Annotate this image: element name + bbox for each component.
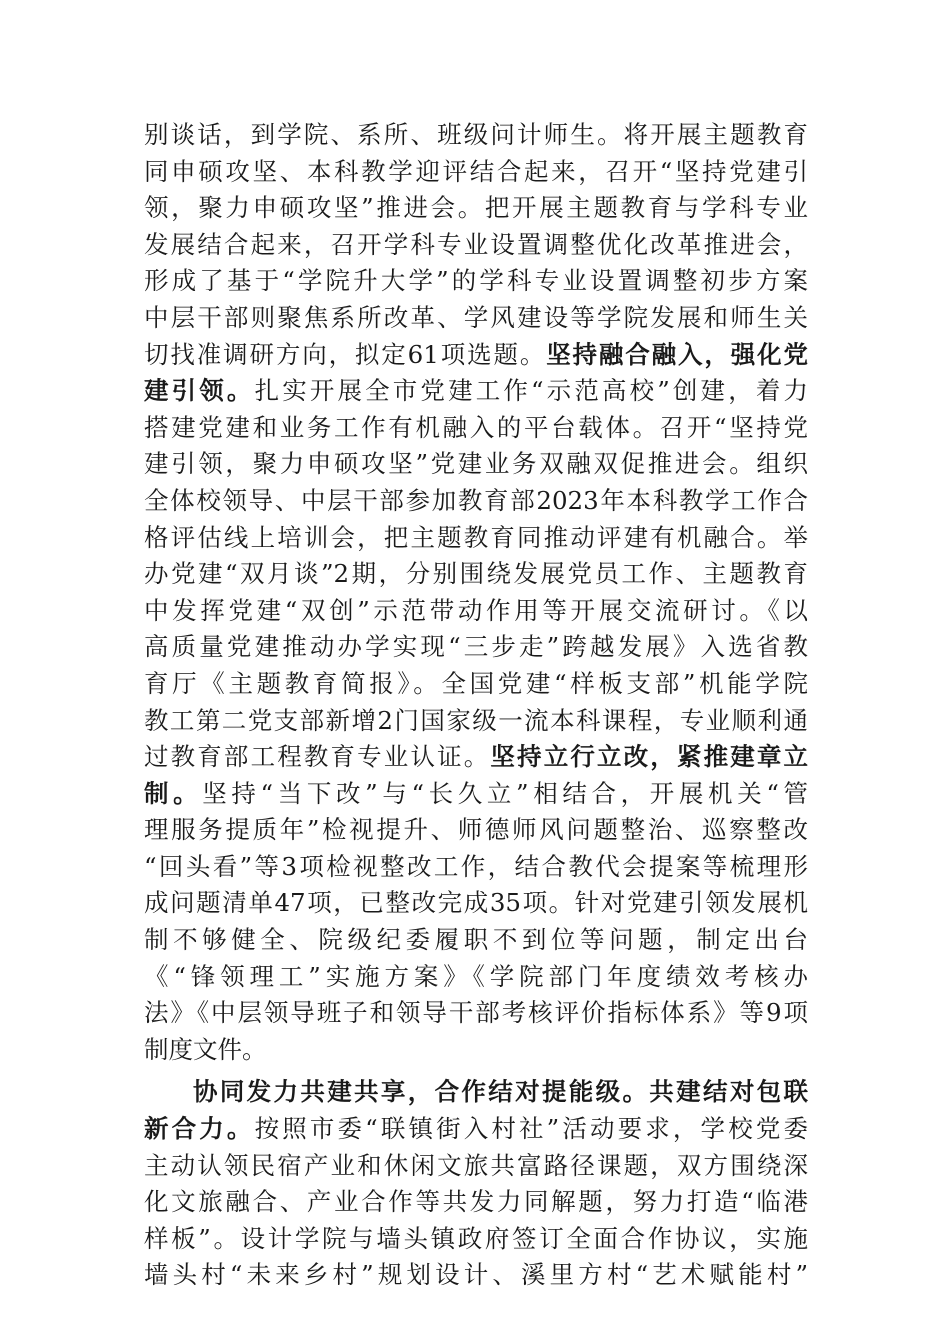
body-text: 切找准调研方向，拟定61项选题。 [144, 339, 547, 369]
body-text: 办党建“双月谈”2期，分别围绕发展党员工作、主题教育 [144, 559, 808, 589]
body-text: 坚持“当下改”与“长久立”相结合，开展机关“管 [202, 778, 808, 808]
text-line [144, 520, 808, 557]
body-text: 建引领，聚力申硕攻坚”党建业务双融双促推进会。组织 [144, 449, 808, 479]
text-line [144, 922, 808, 959]
text-line [144, 776, 808, 813]
body-text: 成问题清单47项，已整改完成35项。针对党建引领发展机 [144, 888, 808, 918]
text-line [144, 1111, 808, 1148]
body-text: 别谈话，到学院、系所、班级问计师生。将开展主题教育 [144, 120, 808, 149]
bold-heading-text: 建引领。 [144, 376, 255, 406]
text-line [144, 117, 808, 154]
text-line [144, 629, 808, 666]
body-text: 领，聚力申硕攻坚”推进会。把开展主题教育与学科专业 [144, 193, 808, 223]
body-text: 扎实开展全市党建工作“示范高校”创建，着力 [254, 376, 808, 406]
bold-heading-text: 坚持立行立改，紧推建章立 [490, 742, 809, 772]
text-line [144, 995, 808, 1032]
bold-heading-text: 新合力。 [144, 1114, 255, 1144]
text-line [144, 1148, 808, 1185]
body-text: 法》《中层领导班子和领导干部考核评价指标体系》等9项 [144, 998, 808, 1028]
text-line [144, 959, 808, 996]
text-line [144, 373, 808, 410]
body-text: 发展结合起来，召开学科专业设置调整优化改革推进会， [144, 229, 808, 259]
body-text: 格评估线上培训会，把主题教育同推动评建有机融合。举 [144, 522, 808, 552]
body-text: 按照市委“联镇街入村社”活动要求，学校党委 [254, 1114, 808, 1144]
text-line [144, 410, 808, 447]
text-line [144, 483, 808, 520]
document-body [144, 117, 808, 1294]
body-text: 中发挥党建“双创”示范带动作用等开展交流研讨。《以 [144, 595, 808, 625]
body-text: 理服务提质年”检视提升、师德师风问题整治、巡察整改 [144, 815, 808, 845]
body-text: 制度文件。 [144, 1034, 267, 1064]
body-text: 样板”。设计学院与墙头镇政府签订全面合作协议，实施 [144, 1223, 808, 1253]
body-text: 高质量党建推动办学实现“三步走”跨越发展》入选省教 [144, 632, 808, 662]
text-line [144, 300, 808, 337]
body-text: 育厅《主题教育简报》。全国党建“样板支部”机能学院 [144, 668, 808, 698]
body-text: 《“锋领理工”实施方案》《学院部门年度绩效考核办 [144, 961, 808, 991]
text-line [144, 703, 808, 740]
body-text: 制不够健全、院级纪委履职不到位等问题，制定出台 [144, 925, 808, 955]
body-text: 同申硕攻坚、本科教学迎评结合起来，召开“坚持党建引 [144, 156, 808, 186]
body-text: 主动认领民宿产业和休闲文旅共富路径课题，双方围绕深 [144, 1150, 808, 1180]
text-line [144, 593, 808, 630]
text-line [144, 337, 808, 374]
body-text: 全体校领导、中层干部参加教育部2023年本科教学工作合 [144, 485, 808, 515]
body-text: 搭建党建和业务工作有机融入的平台载体。召开“坚持党 [144, 412, 808, 442]
text-line [144, 227, 808, 264]
paragraph-2 [144, 1074, 808, 1294]
text-line [144, 190, 808, 227]
bold-heading-text: 制。 [144, 778, 203, 808]
body-text: 中层干部则聚焦系所改革、学风建设等学院发展和师生关 [144, 302, 808, 332]
text-line [144, 885, 808, 922]
body-text: 形成了基于“学院升大学”的学科专业设置调整初步方案 [144, 266, 808, 296]
text-line [144, 1257, 808, 1294]
body-text: 教工第二党支部新增2门国家级一流本科课程，专业顺利通 [144, 705, 808, 735]
text-line [144, 154, 808, 191]
text-line [144, 812, 808, 849]
body-text: “回头看”等3项检视整改工作，结合教代会提案等梳理形 [144, 851, 808, 881]
body-text: 过教育部工程教育专业认证。 [144, 742, 491, 772]
text-line [144, 1184, 808, 1221]
text-line [144, 666, 808, 703]
text-line [144, 556, 808, 593]
text-line [144, 1221, 808, 1258]
bold-heading-text: 坚持融合融入，强化党 [546, 339, 808, 369]
bold-heading-text: 协同发力共建共享，合作结对提能级。共建结对包联 [193, 1077, 808, 1107]
paragraph-1 [144, 117, 808, 1068]
body-text: 化文旅融合、产业合作等共发力同解题，努力打造“临港 [144, 1187, 808, 1217]
text-line [144, 739, 808, 776]
text-line [144, 1074, 808, 1111]
text-line [144, 263, 808, 300]
text-line [144, 446, 808, 483]
text-line [144, 1032, 808, 1069]
body-text: 墙头村“未来乡村”规划设计、溪里方村“艺术赋能村” [144, 1260, 808, 1290]
text-line [144, 849, 808, 886]
